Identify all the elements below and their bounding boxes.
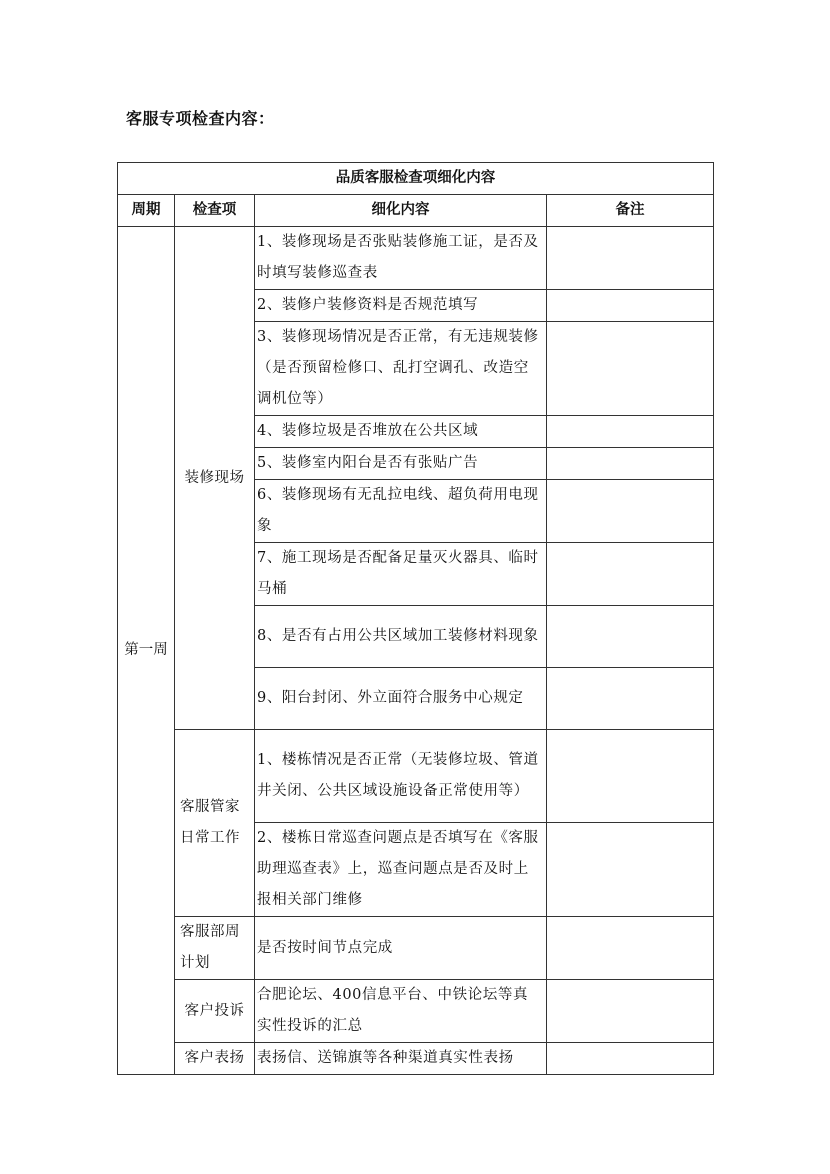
note-cell[interactable]: [547, 543, 714, 606]
header-period: 周期: [118, 195, 175, 227]
table-row: [118, 980, 714, 1043]
page-heading: 客服专项检查内容：: [126, 109, 275, 128]
detail-cell: 1、装修现场是否张贴装修施工证，是否及时填写装修巡查表: [255, 227, 547, 290]
detail-cell: 4、装修垃圾是否堆放在公共区域: [255, 416, 547, 448]
header-note: 备注: [547, 195, 714, 227]
period-cell: 第一周: [118, 227, 175, 1075]
note-cell[interactable]: [547, 980, 714, 1043]
category-cell: 客户表扬: [175, 1043, 255, 1075]
detail-cell: 8、是否有占用公共区域加工装修材料现象: [255, 606, 547, 668]
note-cell[interactable]: [547, 290, 714, 322]
detail-cell: 3、装修现场情况是否正常，有无违规装修（是否预留检修口、乱打空调孔、改造空调机位等）: [255, 322, 547, 416]
detail-cell: 表扬信、送锦旗等各种渠道真实性表扬: [255, 1043, 547, 1075]
note-cell[interactable]: [547, 823, 714, 917]
note-cell[interactable]: [547, 917, 714, 980]
detail-cell: 2、楼栋日常巡查问题点是否填写在《客服助理巡查表》上，巡查问题点是否及时上报相关部门维修: [255, 823, 547, 917]
detail-cell: 是否按时间节点完成: [255, 917, 547, 980]
table-row: [118, 917, 714, 980]
table-header-row: [118, 195, 714, 227]
header-item: 检查项: [175, 195, 255, 227]
note-cell[interactable]: [547, 448, 714, 480]
note-cell[interactable]: [547, 730, 714, 823]
table-row: [118, 730, 714, 823]
detail-cell: 2、装修户装修资料是否规范填写: [255, 290, 547, 322]
header-detail: 细化内容: [255, 195, 547, 227]
category-cell: 客服管家日常工作: [175, 730, 255, 917]
table-row: [118, 227, 714, 290]
detail-cell: 合肥论坛、400信息平台、中铁论坛等真实性投诉的汇总: [255, 980, 547, 1043]
table-title-row: [118, 163, 714, 195]
note-cell[interactable]: [547, 606, 714, 668]
note-cell[interactable]: [547, 227, 714, 290]
note-cell[interactable]: [547, 668, 714, 730]
inspection-table: [117, 162, 714, 1075]
detail-cell: 9、阳台封闭、外立面符合服务中心规定: [255, 668, 547, 730]
category-cell: 装修现场: [175, 227, 255, 730]
note-cell[interactable]: [547, 322, 714, 416]
note-cell[interactable]: [547, 480, 714, 543]
category-cell: 客服部周计划: [175, 917, 255, 980]
table-title: 品质客服检查项细化内容: [118, 163, 714, 195]
detail-cell: 7、施工现场是否配备足量灭火器具、临时马桶: [255, 543, 547, 606]
category-cell: 客户投诉: [175, 980, 255, 1043]
detail-cell: 1、楼栋情况是否正常（无装修垃圾、管道井关闭、公共区域设施设备正常使用等）: [255, 730, 547, 823]
detail-cell: 6、装修现场有无乱拉电线、超负荷用电现象: [255, 480, 547, 543]
note-cell[interactable]: [547, 416, 714, 448]
note-cell[interactable]: [547, 1043, 714, 1075]
table-row: [118, 1043, 714, 1075]
detail-cell: 5、装修室内阳台是否有张贴广告: [255, 448, 547, 480]
